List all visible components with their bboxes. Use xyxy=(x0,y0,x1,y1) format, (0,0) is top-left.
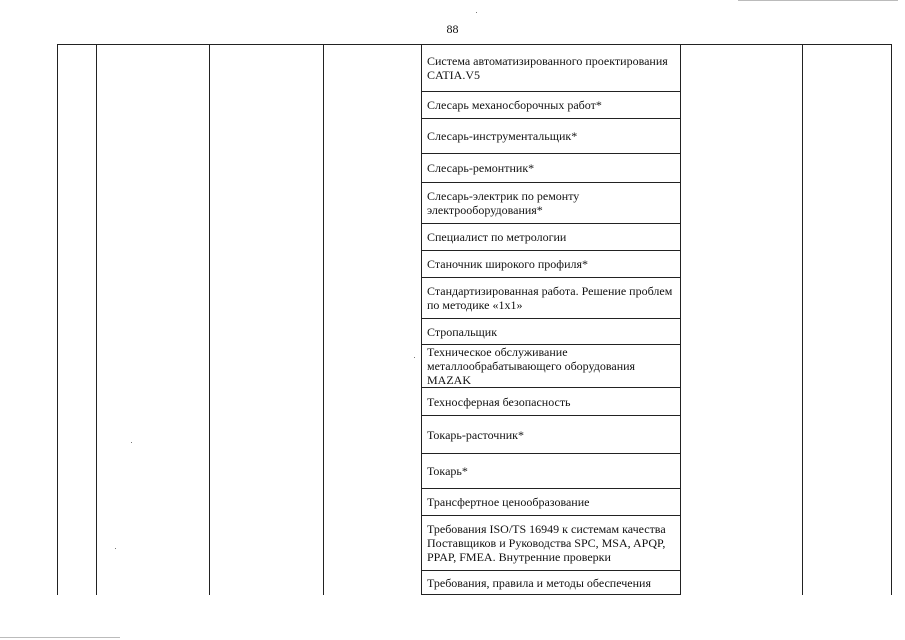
document-table xyxy=(57,44,892,595)
table-entry: Трансфертное ценообразование xyxy=(422,489,681,516)
scan-speck xyxy=(131,442,132,443)
page-number: 88 xyxy=(446,22,459,36)
scan-speck xyxy=(476,12,477,13)
scan-edge-line xyxy=(738,0,898,1)
table-column-1 xyxy=(58,45,97,595)
table-entry: Требования, правила и методы обеспечения xyxy=(422,571,681,595)
table-entry: Стропальщик xyxy=(422,319,681,345)
scan-edge-line xyxy=(0,637,120,638)
table-entry: Слесарь-ремонтник* xyxy=(422,154,681,183)
table-column-7 xyxy=(803,45,892,595)
table-entry: Слесарь-электрик по ремонту электрооборудования* xyxy=(422,183,681,224)
table-entry: Слесарь-инструментальщик* xyxy=(422,119,681,154)
scan-speck xyxy=(115,548,116,549)
table-entry: Система автоматизированного проектирования CATIA.V5 xyxy=(422,45,681,92)
table-entry: Техносферная безопасность xyxy=(422,388,681,416)
scan-speck xyxy=(414,357,415,358)
table-entry: Специалист по метрологии xyxy=(422,224,681,251)
table-entry: Токарь* xyxy=(422,454,681,489)
table-column-6 xyxy=(681,45,803,595)
table-entry: Стандартизированная работа. Решение проблем по методике «1x1» xyxy=(422,278,681,319)
table-entry: Токарь-расточник* xyxy=(422,416,681,454)
table-entry: Требования ISO/TS 16949 к системам качества Поставщиков и Руководства SPC, MSA, APQP, PPAP, FMEA. Внутренние проверки xyxy=(422,516,681,571)
table-column-2 xyxy=(97,45,210,595)
table-row xyxy=(58,45,892,92)
table-entry: Техническое обслуживание металлообрабатывающего оборудования MAZAK xyxy=(422,345,681,388)
table-entry: Слесарь механосборочных работ* xyxy=(422,92,681,119)
table-entry: Станочник широкого профиля* xyxy=(422,251,681,278)
table-column-4 xyxy=(324,45,422,595)
table-column-3 xyxy=(210,45,324,595)
